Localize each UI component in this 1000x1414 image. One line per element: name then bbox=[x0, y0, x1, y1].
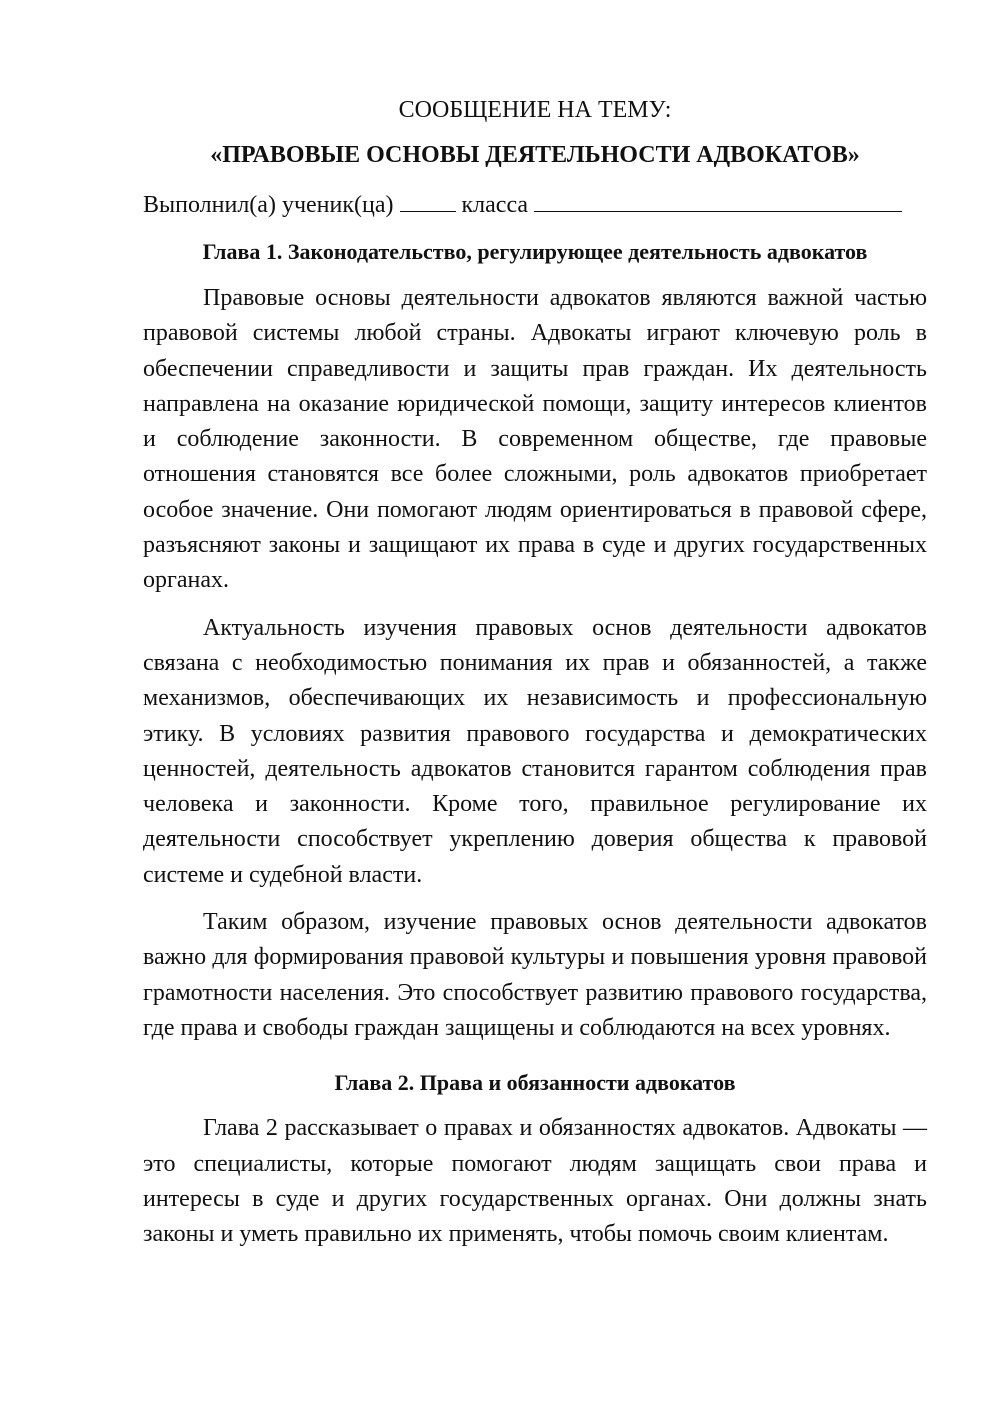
name-blank bbox=[534, 191, 902, 212]
document-title-line-1: СООБЩЕНИЕ НА ТЕМУ: bbox=[398, 97, 672, 123]
author-line bbox=[143, 190, 927, 220]
document-page bbox=[143, 96, 927, 1264]
chapter-2-heading: Глава 2. Права и обязанности адвокатов bbox=[334, 1070, 736, 1096]
author-prefix: Выполнил(а) ученик(ца) bbox=[143, 192, 394, 218]
chapter-1-paragraph-3: Таким образом, изучение правовых основ деятельности адвокатов важно для формирования правовой культуры и повышения уровня правовой грамотности населения. Это способствует развитию правового государства, где права и свободы граждан защищены и соблюдаются на всех уровнях. bbox=[143, 909, 927, 1041]
chapter-2-paragraph-1: Глава 2 рассказывает о правах и обязанностях адвокатов. Адвокаты — это специалисты, которые помогают людям защищать свои права и интересы в суде и других государственных органах. Они должны знать законы и уметь правильно их применять, чтобы помочь своим клиентам. bbox=[143, 1115, 927, 1248]
document-title-line-2: «ПРАВОВЫЕ ОСНОВЫ ДЕЯТЕЛЬНОСТИ АДВОКАТОВ» bbox=[210, 142, 860, 168]
class-blank bbox=[400, 191, 456, 212]
chapter-1-heading: Глава 1. Законодательство, регулирующее деятельность адвокатов bbox=[202, 239, 868, 264]
class-label: класса bbox=[461, 192, 529, 218]
chapter-1-paragraph-2: Актуальность изучения правовых основ деятельности адвокатов связана с необходимостью понимания их прав и обязанностей, а также механизмов, обеспечивающих их независимость и профессиональную этику. В условиях развития правового государства и демократических ценностей, деятельность адвокатов становится гарантом соблюдения прав человека и законности. Кроме того, правильное регулирование их деятельности способствует укреплению доверия общества к правовой системе и судебной власти. bbox=[143, 614, 927, 888]
chapter-1-paragraph-1: Правовые основы деятельности адвокатов являются важной частью правовой системы любой страны. Адвокаты играют ключевую роль в обеспечении справедливости и защиты прав граждан. Их деятельность направлена на оказание юридической помощи, защиту интересов клиентов и соблюдение законности. В современном обществе, где правовые отношения становятся все более сложными, роль адвокатов приобретает особое значение. Они помогают людям ориентироваться в правовой сфере, разъясняют законы и защищают их права в суде и других государственных органах. bbox=[143, 285, 927, 594]
